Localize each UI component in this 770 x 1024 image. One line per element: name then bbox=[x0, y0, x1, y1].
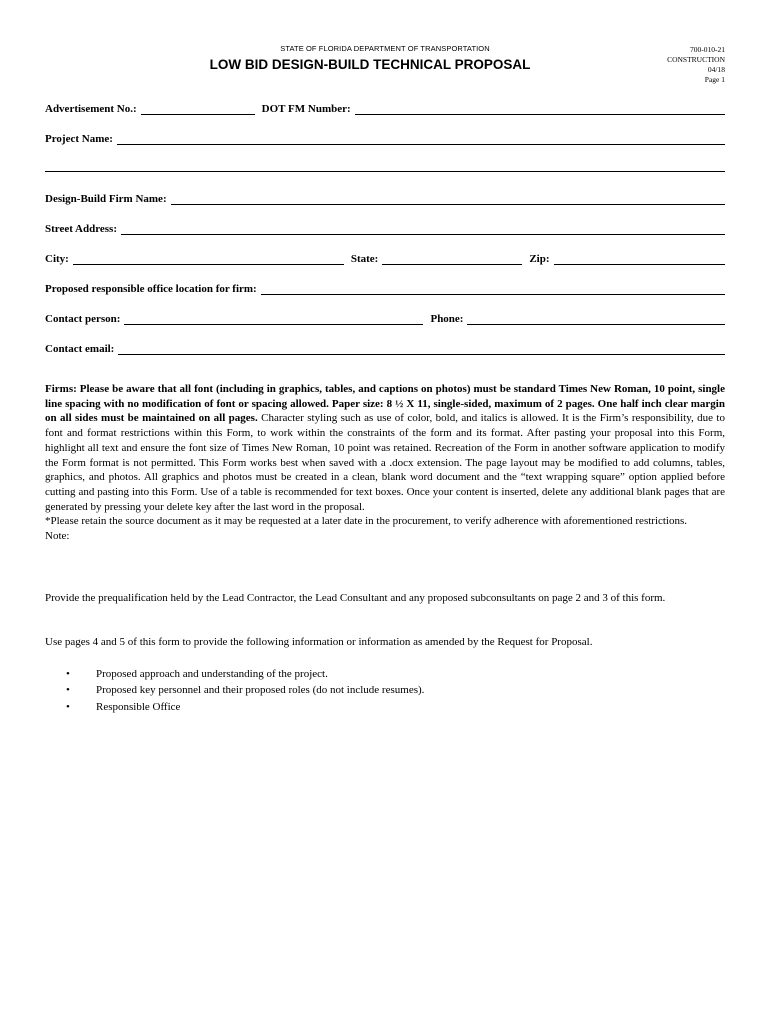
advertisement-no-label: Advertisement No.: bbox=[45, 103, 137, 115]
list-item bbox=[45, 682, 725, 698]
list-item-text: Proposed key personnel and their proposed roles (do not include resumes). bbox=[96, 684, 425, 697]
contact-phone-row bbox=[45, 309, 725, 325]
note-label: Note: bbox=[45, 530, 70, 543]
project-name-field[interactable] bbox=[117, 132, 725, 145]
notice-body-text: Character styling such as use of color, bold, and italics is allowed. It is the Firm’s responsibility, due to font and format restrictions within this Form, to work within the constraints of the form and its format. After pasting your proposal into this Form, highlight all text and ensure the font size of Times New Roman, 10 point was retained. Recreation of the Form in another software application to modify the Form format is not permitted. This Form works best when saved with a .docx extension. The page layout may be modified to add columns, tables, graphics, and photos. All graphics and photos must be created in a clean, blank word document and the “text wrapping square” option applied before cutting and pasting into this Form. Use of a table is recommended for text boxes. Once your content is inserted, delete any additional blank pages that are generated by pressing your delete key after the last word in the proposal. bbox=[45, 412, 725, 513]
list-item bbox=[45, 699, 725, 715]
state-label: State: bbox=[350, 253, 379, 265]
office-location-field[interactable] bbox=[261, 282, 725, 295]
zip-label: Zip: bbox=[529, 253, 550, 265]
project-name-field-continued[interactable] bbox=[45, 171, 725, 172]
form-code-block bbox=[667, 45, 725, 85]
list-item-text: Responsible Office bbox=[96, 700, 181, 713]
contact-email-field[interactable] bbox=[118, 342, 725, 355]
prequalification-paragraph bbox=[45, 591, 725, 606]
zip-field[interactable] bbox=[554, 252, 725, 265]
city-label: City: bbox=[45, 253, 69, 265]
phone-field[interactable] bbox=[467, 312, 725, 325]
project-name-row bbox=[45, 129, 725, 145]
dot-fm-number-field[interactable] bbox=[355, 102, 725, 115]
page-number: Page 1 bbox=[704, 75, 725, 84]
street-address-row bbox=[45, 219, 725, 235]
list-item bbox=[45, 666, 725, 682]
firm-name-label: Design-Build Firm Name: bbox=[45, 193, 167, 205]
street-address-label: Street Address: bbox=[45, 223, 118, 235]
phone-label: Phone: bbox=[430, 313, 464, 325]
notice-paragraph bbox=[45, 382, 725, 514]
firm-name-field[interactable] bbox=[171, 192, 725, 205]
contact-person-field[interactable] bbox=[124, 312, 423, 325]
advertisement-row bbox=[45, 99, 725, 115]
retain-note: *Please retain the source document as it may be requested at a later date in the procurement, to verify adherence with aforementioned restrictions. bbox=[45, 515, 688, 528]
bullet-icon: • bbox=[66, 700, 70, 713]
bullet-icon: • bbox=[66, 668, 70, 680]
city-field[interactable] bbox=[73, 252, 344, 265]
use-pages-text: Use pages 4 and 5 of this form to provide the following information or information as amended by the Request for Proposal. bbox=[45, 636, 593, 648]
office-location-label: Proposed responsible office location for firm: bbox=[45, 283, 257, 295]
contact-person-label: Contact person: bbox=[45, 313, 121, 325]
contact-email-label: Contact email: bbox=[45, 343, 115, 355]
form-revision: 04/18 bbox=[707, 65, 725, 74]
contact-email-row bbox=[45, 339, 725, 355]
agency-name: STATE OF FLORIDA DEPARTMENT OF TRANSPORTATION bbox=[280, 44, 490, 53]
bullet-icon: • bbox=[66, 684, 70, 697]
prequalification-text: Provide the prequalification held by the Lead Contractor, the Lead Consultant and any proposed subconsultants on page 2 and 3 of this form. bbox=[45, 592, 666, 604]
form-number: 700-010-21 bbox=[690, 45, 725, 54]
firm-name-row bbox=[45, 189, 725, 205]
city-state-zip-row bbox=[45, 249, 725, 265]
use-pages-paragraph bbox=[45, 635, 725, 650]
form-category: CONSTRUCTION bbox=[667, 55, 725, 64]
street-address-field[interactable] bbox=[121, 222, 725, 235]
requirements-list bbox=[45, 666, 725, 715]
state-field[interactable] bbox=[382, 252, 522, 265]
page-title: LOW BID DESIGN-BUILD TECHNICAL PROPOSAL bbox=[209, 57, 531, 72]
notice-bold-text: Firms: Please be aware that all font (including in graphics, tables, and captions on photos) must be standard Times New Roman, 10 point, single line spacing with no modification of font or spacing allowed. Paper size: 8 ½ X 11, single-sided, maximum of 2 pages. One half inch clear margin on all sides must be maintained on all pages. bbox=[45, 383, 725, 425]
project-name-label: Project Name: bbox=[45, 133, 113, 145]
office-location-row bbox=[45, 279, 725, 295]
formatting-notice bbox=[45, 382, 725, 544]
advertisement-no-field[interactable] bbox=[141, 102, 255, 115]
list-item-text: Proposed approach and understanding of the project. bbox=[96, 668, 328, 680]
dot-fm-number-label: DOT FM Number: bbox=[261, 103, 351, 115]
